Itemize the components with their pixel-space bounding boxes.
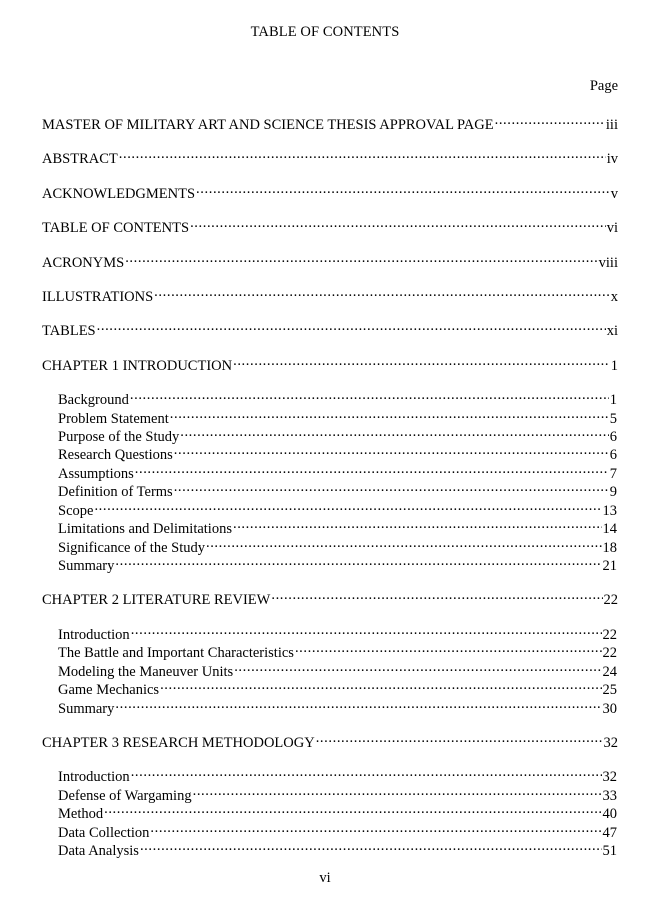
dot-leader (130, 386, 609, 404)
toc-entry-abstract[interactable] (42, 145, 618, 167)
dot-leader (295, 639, 602, 657)
toc-section-label: Data Collection (58, 825, 150, 841)
toc-chapter-3[interactable] (42, 729, 618, 751)
dot-leader (97, 317, 606, 335)
toc-section-label: Summary (58, 558, 115, 574)
toc-section[interactable] (58, 552, 617, 574)
toc-section[interactable] (58, 782, 617, 804)
dot-leader (196, 180, 610, 198)
toc-section[interactable] (58, 515, 617, 537)
toc-section-label: Background (58, 392, 129, 408)
toc-entry-label: ABSTRACT (42, 151, 118, 167)
toc-section[interactable] (58, 800, 617, 822)
toc-entry-page: v (610, 186, 618, 202)
toc-entry-page: vi (606, 220, 618, 236)
toc-section-label: Problem Statement (58, 411, 169, 427)
toc-section-page: 13 (602, 503, 617, 519)
toc-section-label: The Battle and Important Characteristics (58, 645, 294, 661)
toc-chapter-page: 32 (603, 735, 618, 751)
dot-leader (234, 658, 601, 676)
toc-section-page: 30 (602, 701, 617, 717)
toc-entry-page: x (610, 289, 618, 305)
toc-section[interactable] (58, 819, 617, 841)
dot-leader (495, 111, 605, 129)
toc-section-label: Scope (58, 503, 94, 519)
toc-section[interactable] (58, 763, 617, 785)
dot-leader (170, 405, 609, 423)
toc-section[interactable] (58, 441, 617, 463)
toc-section-label: Modeling the Maneuver Units (58, 664, 234, 680)
toc-section-page: 1 (609, 392, 617, 408)
toc-section-page: 22 (602, 627, 617, 643)
toc-entry-page: iii (605, 117, 618, 133)
dot-leader (316, 729, 603, 747)
toc-section[interactable] (58, 676, 617, 698)
toc-section-label: Limitations and Delimitations (58, 521, 232, 537)
toc-section-page: 14 (602, 521, 617, 537)
toc-section-page: 51 (602, 843, 617, 859)
toc-section-label: Purpose of the Study (58, 429, 180, 445)
toc-section-label: Data Analysis (58, 843, 139, 859)
toc-section-label: Summary (58, 701, 115, 717)
dot-leader (150, 819, 601, 837)
toc-section[interactable] (58, 405, 617, 427)
toc-chapter-1[interactable] (42, 352, 618, 374)
toc-section-label: Introduction (58, 627, 130, 643)
toc-section-page: 24 (602, 664, 617, 680)
toc-section[interactable] (58, 534, 617, 556)
toc-entry-label: ACRONYMS (42, 255, 125, 271)
toc-section[interactable] (58, 837, 617, 859)
toc-section[interactable] (58, 478, 617, 500)
dot-leader (160, 676, 601, 694)
toc-entry-label: ACKNOWLEDGMENTS (42, 186, 196, 202)
dot-leader (125, 249, 597, 267)
toc-section-page: 32 (602, 769, 617, 785)
toc-entry-acronyms[interactable] (42, 249, 618, 271)
dot-leader (233, 352, 610, 370)
dot-leader (131, 763, 602, 781)
dot-leader (154, 283, 610, 301)
dot-leader (193, 782, 602, 800)
toc-entry-page: xi (606, 323, 618, 339)
page-number: vi (319, 870, 331, 886)
toc-section[interactable] (58, 658, 617, 680)
toc-chapter-2[interactable] (42, 586, 618, 608)
toc-entry-tables[interactable] (42, 317, 618, 339)
toc-section[interactable] (58, 386, 617, 408)
toc-entry-table-of-contents[interactable] (42, 214, 618, 236)
toc-section-label: Method (58, 806, 104, 822)
toc-entry-label: TABLES (42, 323, 96, 339)
toc-section-label: Research Questions (58, 447, 173, 463)
dot-leader (115, 695, 601, 713)
dot-leader (135, 460, 609, 478)
toc-section[interactable] (58, 460, 617, 482)
dot-leader (174, 441, 609, 459)
page-title: TABLE OF CONTENTS (250, 24, 400, 40)
toc-section-page: 7 (609, 466, 617, 482)
toc-entry-label: TABLE OF CONTENTS (42, 220, 190, 236)
toc-section-page: 5 (609, 411, 617, 427)
toc-entry-approval-page[interactable] (42, 111, 618, 133)
toc-section-label: Definition of Terms (58, 484, 173, 500)
toc-section-label: Introduction (58, 769, 130, 785)
toc-chapter-page: 1 (610, 358, 618, 374)
dot-leader (119, 145, 606, 163)
toc-section-page: 6 (609, 447, 617, 463)
dot-leader (140, 837, 602, 855)
dot-leader (94, 497, 601, 515)
toc-entry-page: iv (606, 151, 618, 167)
toc-chapter-page: 22 (603, 592, 618, 608)
toc-section-page: 40 (602, 806, 617, 822)
toc-section-label: Defense of Wargaming (58, 788, 192, 804)
toc-section[interactable] (58, 695, 617, 717)
toc-section[interactable] (58, 423, 617, 445)
toc-entry-illustrations[interactable] (42, 283, 618, 305)
toc-section-page: 47 (602, 825, 617, 841)
dot-leader (131, 621, 602, 639)
toc-entry-acknowledgments[interactable] (42, 180, 618, 202)
dot-leader (180, 423, 609, 441)
toc-chapter-label: CHAPTER 2 LITERATURE REVIEW (42, 592, 271, 608)
toc-section[interactable] (58, 639, 617, 661)
dot-leader (233, 515, 602, 533)
dot-leader (104, 800, 601, 818)
toc-section-page: 33 (602, 788, 617, 804)
toc-entry-page: viii (598, 255, 618, 271)
dot-leader (174, 478, 609, 496)
toc-section-label: Significance of the Study (58, 540, 205, 556)
toc-section-page: 25 (602, 682, 617, 698)
toc-section-page: 6 (609, 429, 617, 445)
toc-section-label: Game Mechanics (58, 682, 160, 698)
toc-section-page: 9 (609, 484, 617, 500)
dot-leader (271, 586, 602, 604)
toc-entry-label: MASTER OF MILITARY ART AND SCIENCE THESIS APPROVAL PAGE (42, 117, 494, 133)
toc-section-page: 22 (602, 645, 617, 661)
toc-entry-label: ILLUSTRATIONS (42, 289, 154, 305)
dot-leader (190, 214, 606, 232)
dot-leader (115, 552, 601, 570)
dot-leader (206, 534, 602, 552)
toc-chapter-label: CHAPTER 3 RESEARCH METHODOLOGY (42, 735, 315, 751)
toc-chapter-label: CHAPTER 1 INTRODUCTION (42, 358, 233, 374)
toc-section-page: 18 (602, 540, 617, 556)
page-column-label: Page (589, 78, 618, 94)
toc-section[interactable] (58, 621, 617, 643)
toc-section[interactable] (58, 497, 617, 519)
toc-section-label: Assumptions (58, 466, 134, 482)
toc-section-page: 21 (602, 558, 617, 574)
